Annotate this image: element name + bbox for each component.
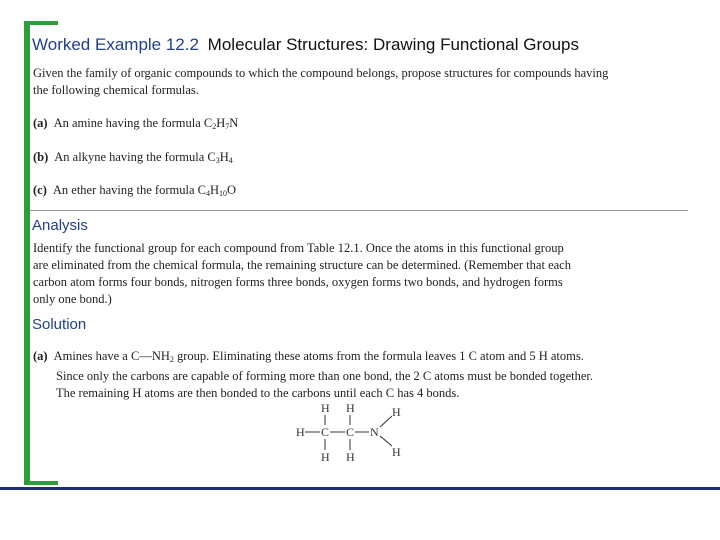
question-a-mid-1: H xyxy=(216,116,226,130)
solution-line-1 xyxy=(33,348,673,368)
atom-h-bottom-1: H xyxy=(321,450,330,464)
intro-line-1: Given the family of organic compounds to which the compound belongs, propose structures for compounds having xyxy=(33,66,609,80)
solution-letter: (a) xyxy=(33,349,48,363)
question-a-mid-2: N xyxy=(229,116,239,130)
section-divider xyxy=(30,210,688,211)
page-title xyxy=(32,35,579,55)
ethylamine-structure xyxy=(292,400,422,466)
question-c xyxy=(33,183,236,198)
title-label: Worked Example 12.2 xyxy=(32,35,199,54)
green-bracket-left xyxy=(24,21,30,485)
question-c-text: An ether having the formula C xyxy=(52,183,206,197)
analysis-line-4: only one bond.) xyxy=(33,292,112,306)
solution-line-1-b: group. Eliminating these atoms from the formula leaves 1 C atom and 5 H atoms. xyxy=(173,349,584,363)
intro-paragraph xyxy=(33,65,608,99)
bottom-rule xyxy=(0,487,720,490)
question-b-sub-1: 3 xyxy=(215,156,220,165)
intro-line-2: the following chemical formulas. xyxy=(33,83,199,97)
question-b xyxy=(33,150,233,165)
atom-n: N xyxy=(370,425,379,439)
bond-n-h-2 xyxy=(380,436,392,446)
solution-paragraph xyxy=(33,348,673,402)
bond-n-h-1 xyxy=(380,416,392,427)
analysis-heading: Analysis xyxy=(32,217,88,234)
analysis-line-3: carbon atom forms four bonds, nitrogen forms three bonds, oxygen forms two bonds, and hydrogen forms xyxy=(33,275,563,289)
atom-h-top-1: H xyxy=(321,401,330,415)
question-c-sub-1: 4 xyxy=(205,189,210,198)
title-subject: Molecular Structures: Drawing Functional Groups xyxy=(207,35,579,54)
question-b-sub-2: 4 xyxy=(228,156,233,165)
question-b-mid-1: H xyxy=(219,150,229,164)
question-a-sub-1: 2 xyxy=(212,122,217,131)
question-c-mid-2: O xyxy=(227,183,237,197)
atom-h-n-1: H xyxy=(392,405,401,419)
green-bracket-bottom xyxy=(24,481,58,485)
atom-c-1: C xyxy=(321,425,330,439)
question-a-letter: (a) xyxy=(33,116,48,130)
analysis-line-2: are eliminated from the chemical formula, the remaining structure can be determined. (Remember that each xyxy=(33,258,571,272)
atom-h-bottom-2: H xyxy=(346,450,355,464)
solution-line-1-a: Amines have a C—NH xyxy=(53,349,170,363)
solution-heading: Solution xyxy=(32,316,87,333)
question-a-sub-2: 7 xyxy=(225,122,230,131)
atom-h-top-2: H xyxy=(346,401,355,415)
solution-line-2: Since only the carbons are capable of forming more than one bond, the 2 C atoms must be bonded together. xyxy=(56,369,594,383)
question-b-letter: (b) xyxy=(33,150,49,164)
analysis-paragraph xyxy=(33,240,571,308)
question-a-text: An amine having the formula C xyxy=(53,116,213,130)
question-a xyxy=(33,116,238,131)
question-b-text: An alkyne having the formula C xyxy=(54,150,216,164)
solution-line-3: The remaining H atoms are then bonded to the carbons until each C has 4 bonds. xyxy=(56,386,460,400)
atom-h-n-2: H xyxy=(392,445,401,459)
green-bracket-top xyxy=(24,21,58,25)
question-c-mid-1: H xyxy=(209,183,219,197)
analysis-line-1: Identify the functional group for each compound from Table 12.1. Once the atoms in this functional group xyxy=(33,241,564,255)
question-c-sub-2: 10 xyxy=(219,189,227,198)
solution-line-1-sub: 2 xyxy=(169,355,174,364)
atom-c-2: C xyxy=(346,425,355,439)
question-c-letter: (c) xyxy=(33,183,47,197)
atom-h-left: H xyxy=(296,425,305,439)
